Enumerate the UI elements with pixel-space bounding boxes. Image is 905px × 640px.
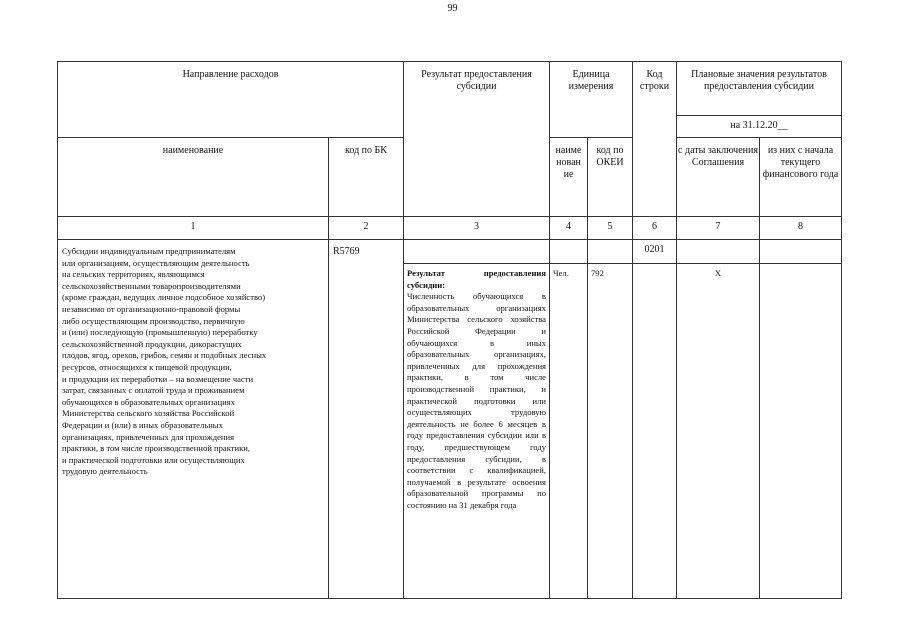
column-number-3: 3	[404, 217, 550, 240]
fin-year-value	[760, 264, 842, 599]
unit-name-cell-top	[550, 240, 588, 264]
expense-description: Субсидии индивидуальным предпринимателям или организациям, осуществляющим деятельность на сельских территориях, являющимся сельскохозяйственными товаропроизводителями (кроме граждан, ведущих личное подсобное хозяйство) независимо от организационно-правовой формы либо осуществляющим производство, первичную и (или) последующую (промышленную) переработку сельскохозяйственной продукции, дикорастущих плодов, ягод, орехов, грибов, семян и подобных лесных ресурсов, относящихся к пищевой продукции, и продукции их переработки – на возмещение части затрат, связанных с оплатой труда и проживанием обучающихся в образовательных организациях Министерства сельского хозяйства Российской Федерации и (или) в иных образовательных организациях, привлеченных для прохождения практики, в том числе производственной практики, и практической подготовки или осуществляющих трудовую деятельность	[58, 240, 329, 599]
okei-cell-top	[588, 240, 633, 264]
result-title: Результат предоставления субсидии:	[407, 268, 546, 290]
agreement-value: X	[677, 264, 760, 599]
fin-year-cell-top	[760, 240, 842, 264]
result-text: Численность обучающихся в образовательных организациях Министерства сельского хозяйства Российской Федерации и обучающихся в иных образовательных организациях, привлеченных для прохождения практики, в том числе производственной практики, и практической подготовки или осуществляющих трудовую деятельность не более 6 месяцев в году предоставления субсидии или в году, предшествующем году предоставления субсидии, в соответствии с квалификацией, получаемой в результате освоения образовательной программы по состоянию на 31 декабря года	[407, 291, 546, 510]
header-from-fin-year: из них с начала текущего финансового года	[760, 138, 842, 217]
line-code-cell-bottom	[633, 264, 677, 599]
column-number-6: 6	[633, 217, 677, 240]
header-date: на 31.12.20__	[677, 116, 842, 138]
header-bk-code: код по БК	[329, 138, 404, 217]
header-unit-name: наиме нован ие	[550, 138, 588, 217]
column-number-1: 1	[58, 217, 329, 240]
header-okei-code: код по ОКЕИ	[588, 138, 633, 217]
header-direction: Направление расходов	[58, 62, 404, 138]
header-line-code: Код строки	[633, 62, 677, 217]
bk-code-value: R5769	[329, 240, 404, 599]
column-number-2: 2	[329, 217, 404, 240]
column-number-4: 4	[550, 217, 588, 240]
unit-name-value: Чел.	[550, 264, 588, 599]
header-planned: Плановые значения результатов предоставления субсидии	[677, 62, 842, 116]
line-code-value: 0201	[633, 240, 677, 264]
result-description	[404, 264, 550, 599]
column-number-5: 5	[588, 217, 633, 240]
page-number: 99	[447, 3, 458, 14]
header-from-agreement: с даты заключения Соглашения	[677, 138, 760, 217]
column-number-7: 7	[677, 217, 760, 240]
agreement-cell-top	[677, 240, 760, 264]
okei-code-value: 792	[588, 264, 633, 599]
subsidy-results-table	[57, 61, 842, 599]
header-unit: Единица измерения	[550, 62, 633, 138]
header-result: Результат предоставления субсидии	[404, 62, 550, 217]
column-number-8: 8	[760, 217, 842, 240]
result-cell-top	[404, 240, 550, 264]
header-name: наименование	[58, 138, 329, 217]
